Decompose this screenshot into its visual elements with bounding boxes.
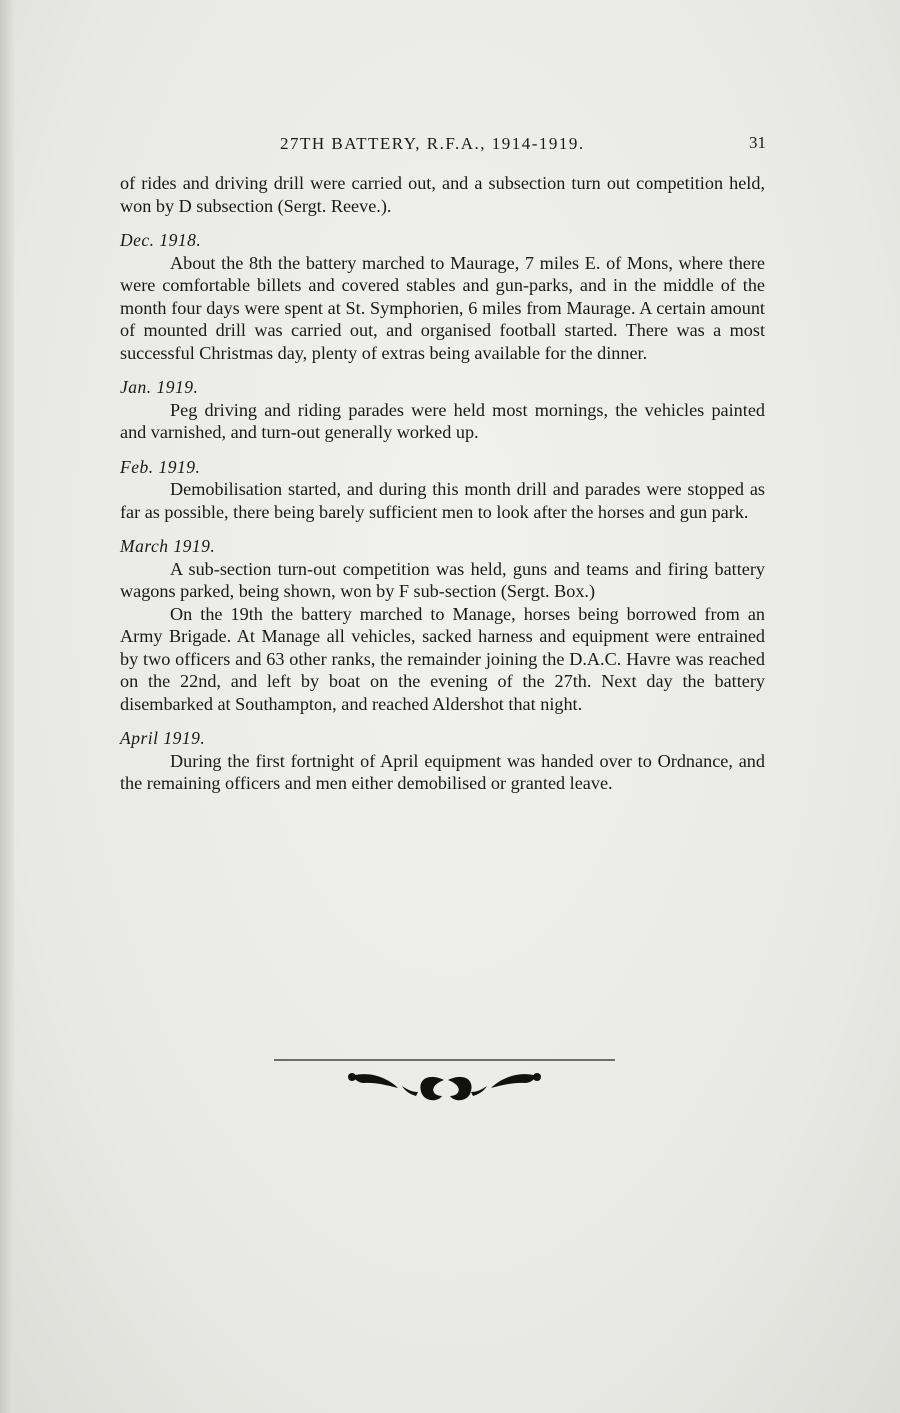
section-heading: Jan. 1919. <box>120 377 199 397</box>
section-jan-1919 <box>120 376 765 444</box>
section-march-1919 <box>120 535 765 715</box>
section-paragraph: Demobilisation started, and during this month drill and parades were stopped as far as possible, there being barely sufficient men to look after the horses and gun park. <box>120 479 765 522</box>
page-body <box>120 172 765 795</box>
section-paragraph: On the 19th the battery marched to Manage, horses being borrowed from an Army Brigade. At Manage all vehicles, sacked harness and equipment were entrained by two officers and 63 other ranks, the remainder joining the D.A.C. Havre was reached on the 22nd, and left by boat on the evening of the 27th. Next day the battery disembarked at Southampton, and reached Aldershot that night. <box>120 603 765 714</box>
continued-paragraph: of rides and driving drill were carried out, and a subsection turn out competition held, won by D subsection (Sergt. Reeve.). <box>120 173 765 216</box>
running-head: 27TH BATTERY, R.F.A., 1914-1919. <box>280 134 585 153</box>
section-heading: Dec. 1918. <box>120 230 202 250</box>
page-number: 31 <box>749 133 766 152</box>
section-heading: Feb. 1919. <box>120 456 201 477</box>
section-dec-1918 <box>120 229 765 364</box>
decorative-tailpiece-ornament-icon <box>272 1050 617 1110</box>
section-feb-1919 <box>120 456 765 524</box>
section-april-1919 <box>120 727 765 795</box>
section-paragraph: During the first fortnight of April equipment was handed over to Ordnance, and the remaining officers and men either demobilised or granted leave. <box>120 750 765 793</box>
section-paragraph: Peg driving and riding parades were held most mornings, the vehicles painted and varnished, and turn-out generally worked up. <box>120 399 765 442</box>
section-heading: April 1919. <box>120 728 206 748</box>
section-paragraph: A sub-section turn-out competition was held, guns and teams and firing battery wagons parked, being shown, won by F sub-section (Sergt. Box.) <box>120 558 765 601</box>
page-spine-edge <box>0 0 14 1413</box>
section-paragraph: About the 8th the battery marched to Maurage, 7 miles E. of Mons, where there were comfortable billets and covered stables and gun-parks, and in the middle of the month four days were spent at St. Symphorien, 6 miles from Maurage. A certain amount of mounted drill was carried out, and organised football started. There was a most successful Christmas day, plenty of extras being available for the dinner. <box>120 252 765 363</box>
page-header <box>120 134 770 158</box>
section-heading: March 1919. <box>120 536 216 556</box>
